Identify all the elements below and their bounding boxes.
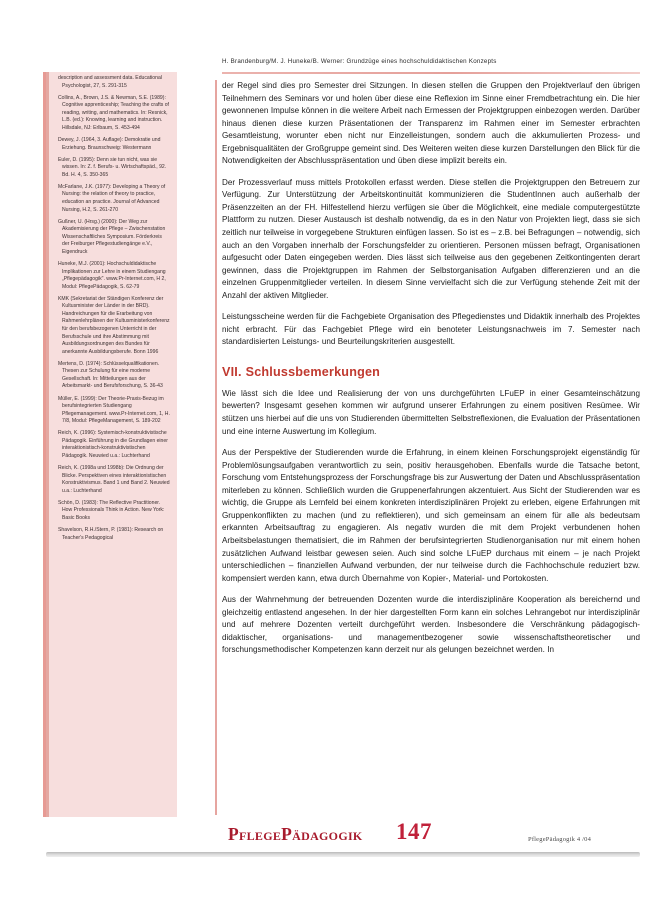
reference-entry: Dewey, J. (1964, 3. Auflage): Demokratie und Erziehung. Braunschweig: Westermann — [58, 137, 161, 151]
reference-entry: Shavelson, R.H./Stern, P. (1981): Research on Teacher's Pedagogical — [58, 527, 164, 541]
issue-label: PflegePädagogik 4 /04 — [528, 836, 592, 843]
section-heading: VII. Schlussbemerkungen — [222, 364, 381, 379]
reference-entry: Müller, E. (1999): Der Theorie-Praxis-Bezug im berufsintegrierten Studiengang Pflegemanagement. www.Pr-Internet.com, 1, H. 7/8, Modul: PflegeManagement, S. 189-202 — [58, 395, 170, 425]
reference-entry: McFarlane, J.K. (1977): Developing a Theory of Nursing: the relation of theory to practice, education an practice. Journal of Advanced Nursing, H.2, S. 261-270 — [58, 183, 166, 213]
reference-entry: Collins, A., Brown, J.S. & Newman, S.E. (1989): Cognitive apprenticeship; Teaching the crafts of reading, writing, and mathematics. In: Resnick, L.B. (ed.): Knowing, learning and instruction. Hillsdale, NJ: Erlbaum, S. 453-494 — [58, 94, 169, 131]
reference-entry: Huneke, M.J. (2001): Hochschuldidaktische Implikationen zur Lehre in einem Studiengang „Pflegepädagogik". www.Pr-Internet.com, H 2, Modul: PflegePädagogik, S. 62-79 — [58, 261, 166, 290]
references-list — [58, 75, 170, 815]
body-paragraph: Aus der Perspektive der Studierenden wurde die Erfahrung, in einem kleinen Forschungsprojekt eigenständig für Problemlösungsaufgaben verantwortlich zu sein, positiv herausgehoben. Ebenfalls wurde die Tatsache betont, Forschung vom Entstehungsprozess der Forschungsfrage bis zur Auswertung der Daten und Abschlusspräsentation miterleben zu können. Schließlich wurden die Gruppenerfahrungen akzentuiert. Aus Sicht der Studierenden war es wichtig, die Gruppe als Lernfeld bei einem konkreten interdisziplinären Projekt zu erleben, eigene Erfahrungen mit Gruppenkonflikten zu machen (und zu reflektieren), und sich gemeinsam an einem für alle als bedeutsam erkannten Arbeitsauftrag zu engagieren. Als negativ wurden die mit dem Projekt verbundenen hohen Arbeitsbelastungen thematisiert, die im Rahmen der berufsintegrierten Studienorganisation nur mit einem hohen zusätzlichen Aufwand leistbar gewesen seien. Auch sind solche LFuEP durchaus mit einem – je nach Projekt unterschiedlichen – finanziellen Aufwand verbunden, der nur teilweise durch die Fachhochschule reduziert bzw. kompensiert werden kann, etwa durch Übernahme von Kopier-, Material- und Portokosten. — [222, 448, 640, 583]
reference-entry: Mertens, D. (1974): Schlüsselqualifikationen. Thesen zur Schulung für eine moderne Gesellschaft. In: Mitteilungen aus der Arbeitsmarkt- und Berufsforschung, S. 36-43 — [58, 360, 163, 390]
body-paragraph: Leistungsscheine werden für die Fachgebiete Organisation des Pflegedienstes und Didaktik innerhalb des Projektes nicht erbracht. Für das Fachgebiet Pflege wird ein benoteter Leistungsnachweis im 7. Semester nach standardisierten Leistungs- und Beurteilungskriterien ausgestellt. — [222, 312, 640, 347]
reference-entry: KMK (Sekretariat der Ständigen Konferenz der Kultusminister der Länder in der BRD). Handreichungen für die Erarbeitung von Rahmenlehrplänen der Kultusministerkonferenz für den berufsbezogenen Unterricht in der Berufsschule und ihre Abstimmung mit Ausbildungsordnungen des Bundes für anerkannte Ausbildungsberufe. Bonn 1996 — [58, 295, 170, 355]
reference-entry: description and assessment data. Educational Psychologist, 27, S. 291-315 — [58, 75, 162, 89]
journal-logo: PflegePädagogik — [228, 824, 363, 844]
reference-entry: Euler, D. (1995): Denn sie tun nicht, was sie wissen. In: Z. f. Berufs- u. Wirtschaftspäd., 92. Bd. H. 4, S. 350-365 — [58, 156, 167, 178]
main-text-column — [222, 80, 640, 666]
running-head: H. Brandenburg/M. J. Huneke/B. Werner: Grundzüge eines hochschuldidaktischen Konzepts — [222, 58, 497, 65]
reference-entry: Gußner, U. (Hrsg.) (2000): Der Weg zur Akademisierung der Pflege – Zwischenstation Wissenschaftliches Symposium. Förderkreis der Freiburger Pflegestudiengänge e.V., Eigendruck — [58, 218, 166, 255]
reference-entry: Reich, K. (1998a und 1998b): Die Ordnung der Blicke. Perspektiven eines interaktionistischen Konstruktivismus. Band 1 und Band 2. Neuwied u.a.: Luchterhand — [58, 465, 170, 494]
column-divider-rule — [215, 80, 217, 815]
page-number: 147 — [396, 819, 432, 844]
body-paragraph: der Regel sind dies pro Semester drei Sitzungen. In diesen stellen die Gruppen den Projektverlauf den übrigen Teilnehmern des Seminars vor und holen über diese eine Reflexion im Sinne einer Fremdbetrachtung ein. Die hier gewonnenen Impulse können in die weitere Arbeit nach Ermessen der Projektgruppen einbezogen werden. Darüber hinaus dienen diese kurzen Präsentationen der Transparenz im Rahmen einer im Semester erbrachten Gesamtleistung, worunter eben nicht nur Einzelleistungen, sondern auch die akkumulierten Prozess- und Ergebnisqualitäten der Großgruppe gemeint sind. Des Weiteren weiten diese kurzen Darstellungen den Blick für die Notwendigkeiten der Abschlusspräsentation und üben diese implizit bereits ein. — [222, 81, 640, 166]
reference-entry: Reich, K. (1996): Systemisch-konstruktivistische Pädagogik. Einführung in die Grundlagen einer interaktionistisch-konstruktivistischen Pädagogik. Neuwied u.a.: Luchterhand — [58, 430, 168, 459]
references-sidebar — [46, 72, 177, 817]
body-paragraph: Der Prozessverlauf muss mittels Protokollen erfasst werden. Diese stellen die Projektgruppen den Betreuern zur Verfügung. Zur Unterstützung der Arbeitskontinuität kommunizieren die StudentInnen auch außerhalb der Präsenzzeiten an der FH. Hilfestellend hierzu verfügen sie über die Möglichkeit, eine mediale computergestützte Plattform zu nutzen. Dieser Austausch ist deshalb notwendig, da es in den Natur von Projekten liegt, dass sie sich zeitlich nur teilweise in vorgegebene Strukturen einfügen lassen. So ist es – z.B. bei Befragungen – notwendig, sich auch an den Vorgaben innerhalb der Forschungsfelder zu orientieren. Personen müssen befragt, Organisationen aufgesucht oder Daten eingegeben werden. Dies lässt sich teilweise aus den gegebenen Zeitkontingenten derart gewinnen, dass die Projektgruppen im Rahmen der Selbstorganisation Aufgaben differenzieren und an die einzelnen Gruppenmitglieder verteilen. In diesem Sinne vervielfacht sich die zur Verfügung stehende Zeit mit der Anzahl der aktiven Mitglieder. — [222, 177, 640, 300]
body-paragraph: Aus der Wahrnehmung der betreuenden Dozenten wurde die interdisziplinäre Kooperation als bereichernd und gleichzeitig entlastend angesehen. In der hier dargestellten Form kann ein solches Lehrangebot nur interdisziplinär und auf mehrere Dozenten verteilt durchgeführt werden. Insbesondere die Verschränkung pädagogisch-didaktischer, organisations- und managementbezogener sowie wissenschaftstheoretischer und forschungsmethodischer Kompetenzen kann derzeit nur als gelungen bezeichnet werden. In — [222, 595, 640, 655]
footer-rule — [46, 852, 640, 857]
reference-entry: Schön, D. (1983): The Reflective Practitioner. How Professionals Think in Action. New York: Basic Books — [58, 499, 165, 522]
body-paragraph: Wie lässt sich die Idee und Realisierung der von uns durchgeführten LFuEP in einer Gesamteinschätzung bewerten? Insgesamt gesehen kommen wir aufgrund unserer Erfahrungen zu einem positiven Resümee. Wir stützen uns hierbei auf die uns von Studierenden übermittelten Selbstreflexionen, die Evaluation der Präsentationen und eine interne Auswertung im Kollegium. — [222, 388, 640, 436]
header-rule — [222, 72, 640, 74]
